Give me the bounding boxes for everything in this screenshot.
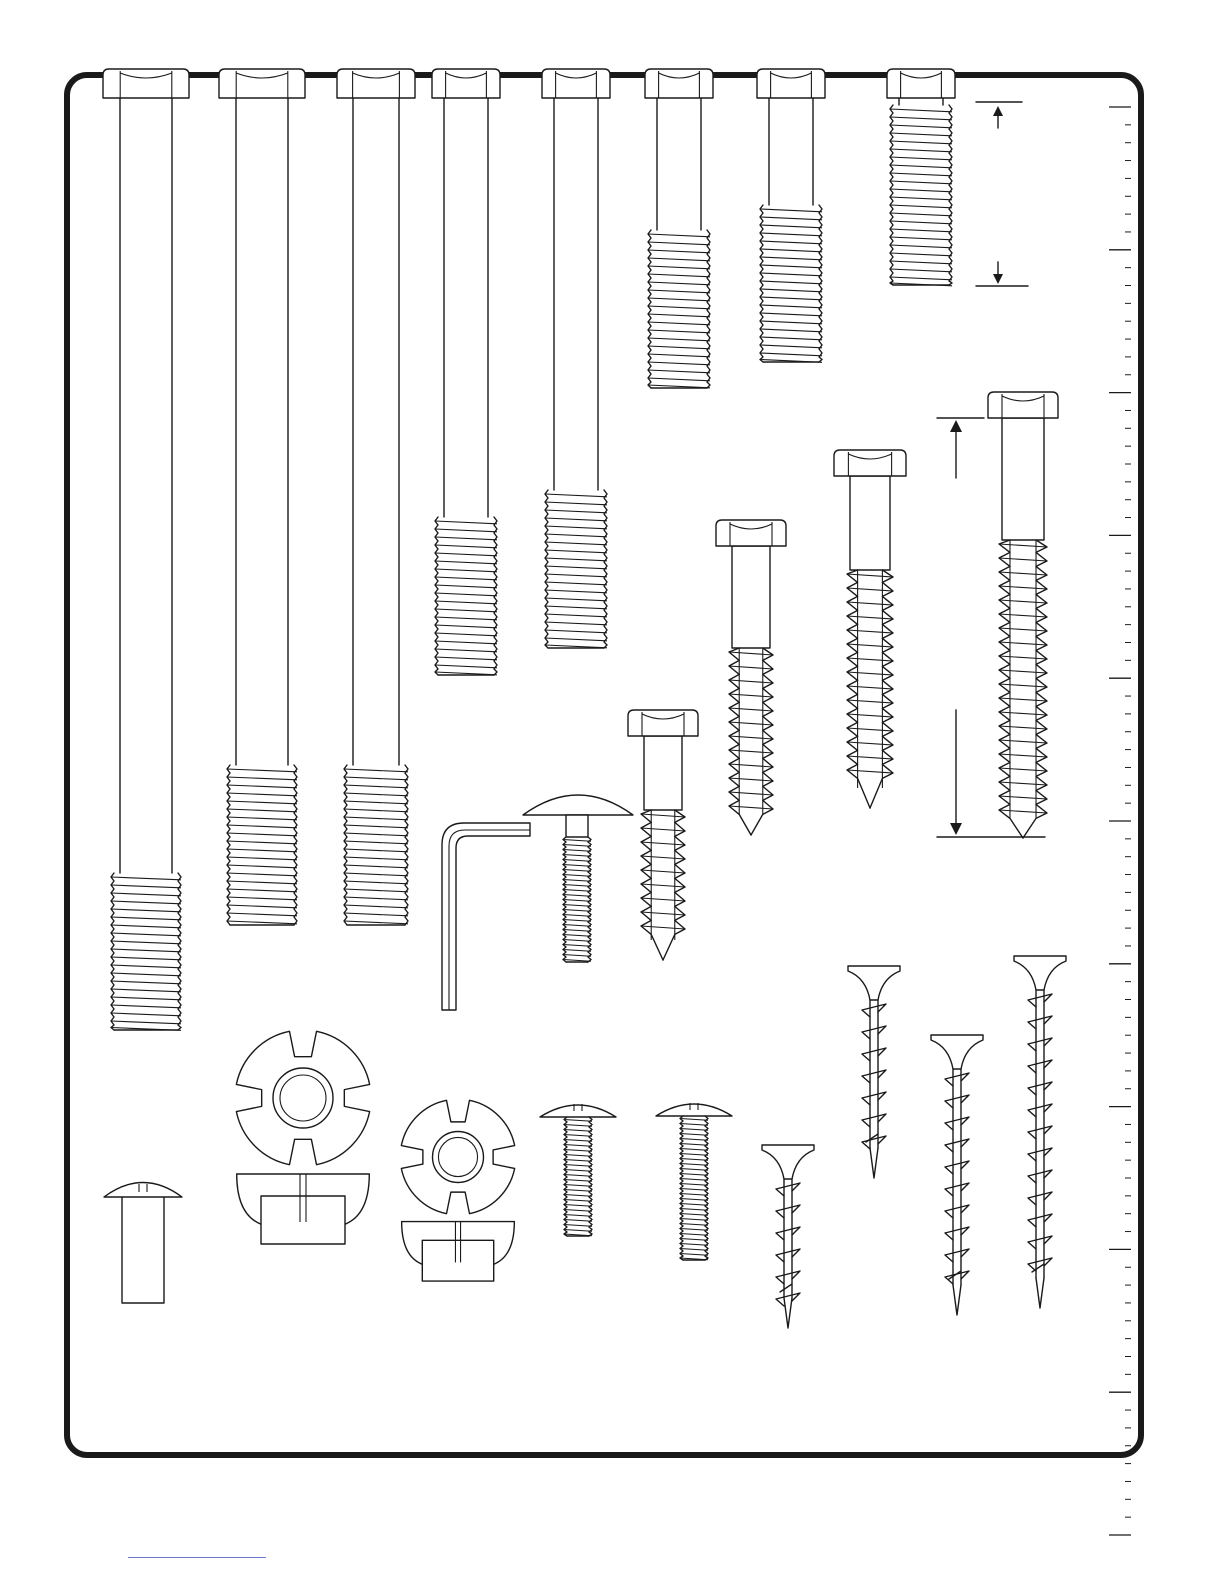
tee-nut-shank (422, 1240, 493, 1281)
thread-edge (435, 517, 438, 675)
thread-crests (760, 209, 822, 362)
thread-edge (648, 230, 651, 388)
bugle-head (848, 966, 900, 1000)
thread-crests (344, 769, 408, 924)
hex-bolt (103, 69, 189, 1030)
thread-edge (890, 105, 893, 285)
lag-shank (1002, 418, 1044, 540)
arrow-down-icon (950, 823, 962, 835)
dimension-callout (976, 102, 1028, 286)
hex-head (834, 450, 906, 476)
thread-edge (949, 105, 952, 285)
drywall-screw (848, 966, 900, 1178)
wrench-body (442, 823, 530, 1010)
thread-edge (760, 205, 763, 362)
bugle-head (931, 1035, 983, 1069)
lag-shank (850, 476, 890, 570)
thread-crests (641, 814, 685, 929)
hex-bolt (645, 69, 713, 388)
hex-head (432, 69, 500, 98)
hex-bolt (219, 69, 305, 925)
thread-flights (776, 1183, 800, 1306)
thread-flights (1028, 994, 1052, 1271)
thread-crests (227, 769, 297, 924)
thread-crests (111, 877, 181, 1030)
thread-edge (1023, 540, 1047, 838)
dome-head (523, 795, 633, 815)
hex-lag-screw (988, 392, 1058, 838)
tee-nut (236, 1031, 369, 1244)
thread-flights (862, 1004, 886, 1149)
footer-rule (128, 1557, 266, 1558)
thread-crests (563, 840, 591, 962)
hex-lag-screw (628, 710, 698, 960)
hex-head (337, 69, 415, 98)
carriage-bolt (523, 795, 633, 962)
tee-nut (401, 1100, 514, 1281)
barrel-nut (104, 1183, 182, 1304)
tee-nut-barrel (273, 1068, 333, 1128)
measuring-ruler (1109, 107, 1131, 1535)
thread-crests (545, 494, 607, 648)
thread-crests (435, 521, 497, 675)
thread-crests (680, 1119, 708, 1260)
hex-head (645, 69, 713, 98)
thread-edge (999, 540, 1023, 838)
hex-head (716, 520, 786, 546)
thread-edge (227, 765, 230, 925)
barrel-head (104, 1183, 182, 1198)
thread-crests (564, 1120, 592, 1236)
round-head-machine-screw (540, 1104, 616, 1236)
hex-bolt (542, 69, 610, 648)
round-head (656, 1104, 732, 1116)
barrel (122, 1195, 164, 1303)
tee-nut-barrel (433, 1132, 484, 1183)
hex-bolt (432, 69, 500, 675)
thread-crests (648, 234, 710, 388)
lag-shank (732, 546, 770, 648)
thread-edge (111, 873, 114, 1030)
thread-edge (344, 765, 347, 925)
hex-head (887, 69, 955, 98)
hex-bolt (887, 69, 955, 286)
thread-edge (545, 490, 548, 648)
wrench-edge (449, 830, 530, 1010)
drywall-screw (931, 1035, 983, 1315)
drywall-screw (1014, 956, 1066, 1308)
hex-lag-screw (716, 520, 786, 835)
arrow-down-icon (993, 274, 1003, 284)
screw-tip (949, 1271, 961, 1315)
hex-head (757, 69, 825, 98)
thread-crests (729, 652, 773, 809)
bugle-head (762, 1145, 814, 1179)
hardware-parts (103, 69, 1066, 1328)
tee-nut-shank (261, 1196, 345, 1244)
hex-head (542, 69, 610, 98)
hex-bolt (757, 69, 825, 362)
screw-tip (866, 1134, 878, 1178)
drywall-screw (762, 1145, 814, 1328)
thread-crests (847, 574, 893, 773)
hex-head (103, 69, 189, 98)
round-head-machine-screw (656, 1103, 732, 1260)
hex-lag-screw (834, 450, 906, 808)
square-neck (566, 815, 588, 837)
thread-flights (945, 1073, 969, 1284)
hex-head (988, 392, 1058, 418)
hex-head (219, 69, 305, 98)
arrow-up-icon (993, 106, 1003, 116)
lag-shank (644, 736, 682, 810)
sheet-frame (67, 75, 1141, 1455)
thread-edge (294, 765, 297, 925)
hex-bolt (337, 69, 415, 925)
thread-edge (847, 570, 870, 808)
thread-crests (890, 109, 952, 286)
thread-edge (663, 810, 685, 960)
arrow-up-icon (950, 420, 962, 432)
screw-tip (1032, 1264, 1044, 1308)
screw-tip (780, 1284, 792, 1328)
hex-head (628, 710, 698, 736)
allen-wrench (442, 823, 530, 1010)
round-head (540, 1105, 616, 1117)
thread-edge (405, 765, 408, 925)
thread-edge (705, 1116, 708, 1260)
thread-edge (751, 648, 773, 835)
bugle-head (1014, 956, 1066, 990)
